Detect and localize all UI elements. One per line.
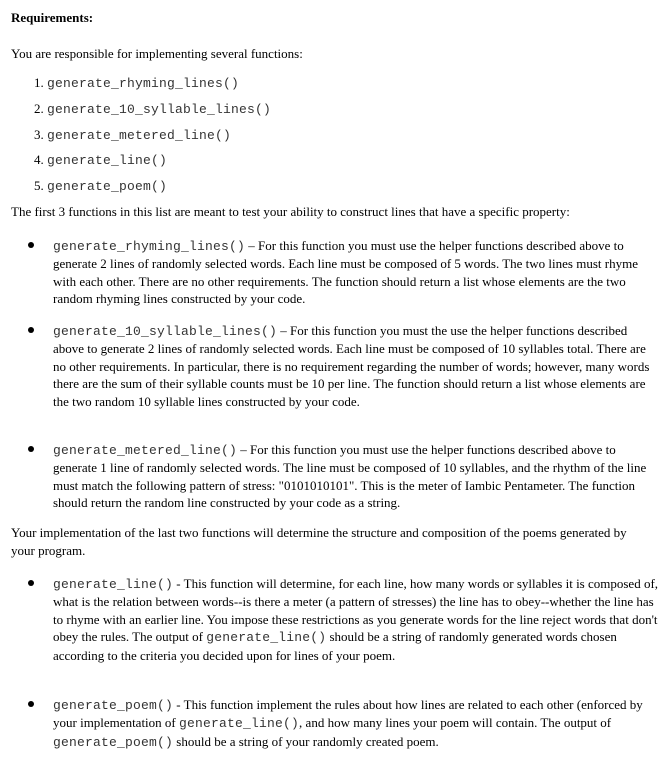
list-number: 1. (34, 75, 44, 90)
bullet-text (53, 441, 659, 512)
function-name: generate_poem() (47, 179, 168, 195)
function-name: generate_10_syllable_lines() (53, 324, 278, 339)
bullet-description: – For this function you must use the helper functions described above to generate 2 lines of randomly selected words. Each line must be composed of 5 words. The two lines must rhyme with each other. There are no other requirements. The function should return a list whose elements are the two random rhyming lines constructed by your code. (53, 238, 638, 307)
function-name: generate_poem() (53, 698, 174, 713)
bullet-text (53, 575, 659, 664)
intro-text: You are responsible for implementing several functions: (11, 46, 303, 61)
bullet-text (53, 237, 659, 308)
bullet-description: should be a string of randomly generated words chosen according to the criteria you decided upon for lines of your poem. (53, 629, 617, 663)
bullet-description: should be a string of your randomly created poem. (173, 733, 439, 749)
function-name: generate_line() (206, 630, 327, 646)
function-name: generate_line() (53, 577, 174, 592)
last-two-intro: Your implementation of the last two functions will determine the structure and composition of the poems generated by your program. (11, 525, 627, 558)
function-name: generate_metered_line() (53, 443, 238, 458)
list-item (34, 76, 271, 102)
bullet-dot (28, 242, 34, 248)
list-number: 4. (34, 152, 44, 168)
first-three-intro: The first 3 functions in this list are meant to test your ability to construct lines that have a specific property: (11, 204, 570, 219)
function-name: generate_rhyming_lines() (53, 239, 246, 254)
list-number: 3. (34, 126, 44, 142)
function-name: generate_poem() (53, 734, 174, 750)
bullet-description: - This function implement the rules about how lines are related to each other (enforced by your implementation of (53, 697, 643, 731)
function-name: generate_line() (179, 716, 300, 732)
bullet-description: , and how many lines your poem will contain. The output of (299, 715, 612, 731)
function-list (34, 76, 271, 205)
bullet-text (53, 322, 659, 410)
requirements-heading: Requirements: (11, 10, 94, 25)
bullet-text (53, 696, 659, 751)
bullet-description: – For this function you must use the helper functions described above to generate 1 line of randomly selected words. The line must be composed of 10 syllables, and the rhythm of the line must match the following pattern of stress: "0101010101". This is the meter of Iambic Pentameter. The function should return the random line constructed by your code as a string. (53, 442, 647, 511)
bullet-dot (28, 446, 34, 452)
list-number: 2. (34, 100, 44, 116)
bullet-dot (28, 327, 34, 333)
bullet-dot (28, 580, 34, 586)
bullet-description: - This function will determine, for each line, how many words or syllables it is composed of, what is the relation between words--is there a meter (a pattern of stresses) the line has to obey--whether the line has to rhyme with an earlier line. You impose these restrictions as you generate words for the line reject words that don't obey the rules. The output of (53, 576, 659, 645)
list-item (34, 102, 271, 128)
bullet-description: – For this function you must the use the helper functions described above to generate 2 lines of randomly selected words. Each line must be composed of 10 syllables total. There are no other requirements. In particular, there is no requirement regarding the number of words; however, many words there are the sum of their syllable counts must be 10 per line. The function should return a list whose elements are the two random 10 syllable lines constructed by your code. (53, 323, 650, 409)
list-item (34, 153, 271, 179)
function-name: generate_10_syllable_lines() (47, 101, 272, 117)
list-item (34, 128, 271, 154)
bullet-dot (28, 701, 34, 707)
list-item (34, 179, 271, 205)
function-name: generate_line() (47, 153, 168, 169)
list-number: 5. (34, 178, 44, 194)
function-name: generate_rhyming_lines() (47, 76, 240, 91)
function-name: generate_metered_line() (47, 127, 232, 143)
